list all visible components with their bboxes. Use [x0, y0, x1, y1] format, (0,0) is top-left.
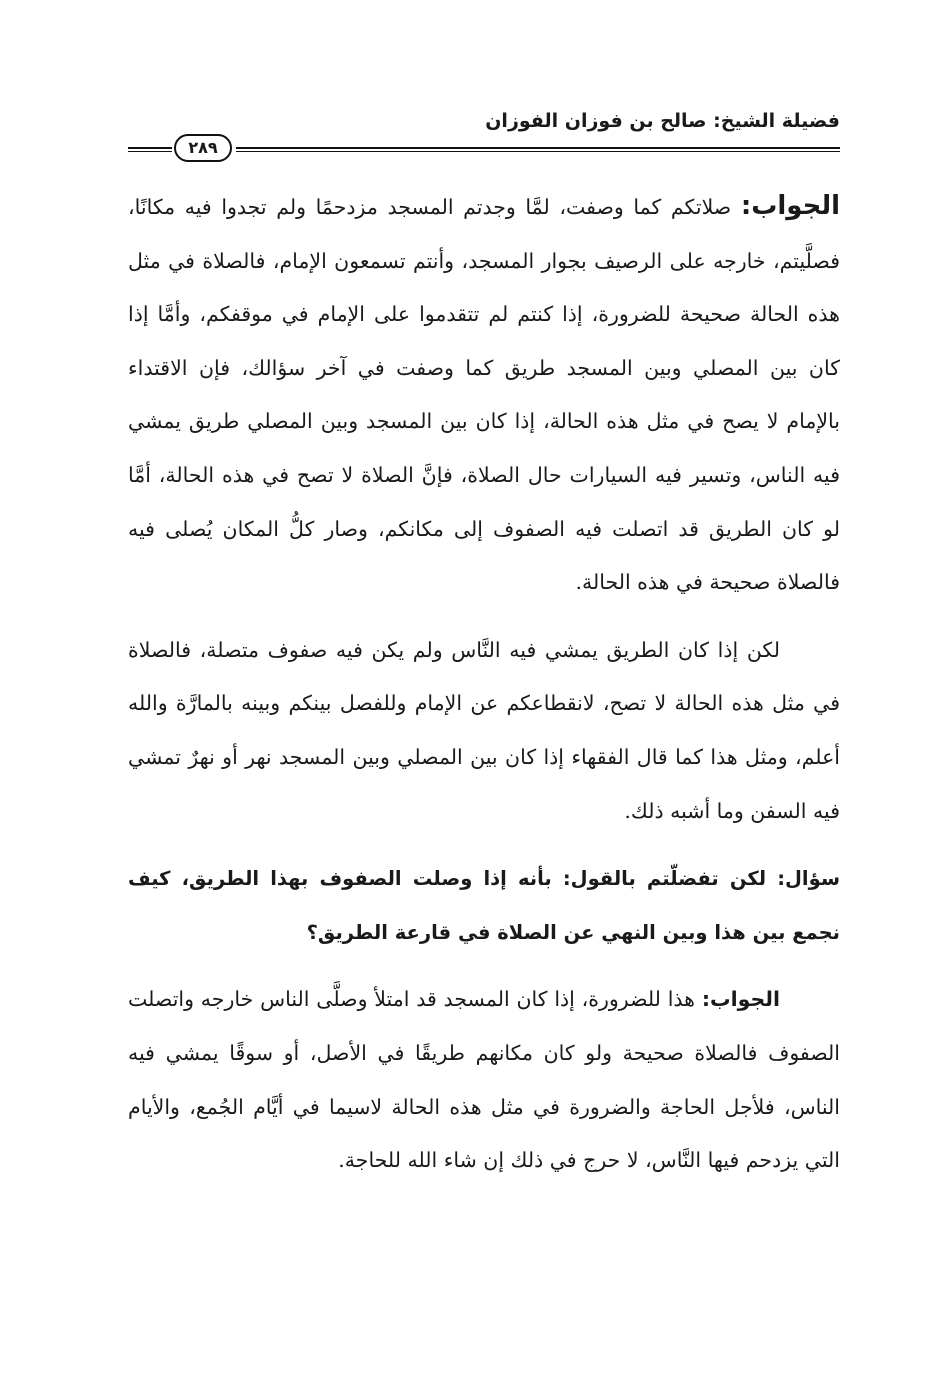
running-head: فضيلة الشيخ: صالح بن فوزان الفوزان [485, 110, 840, 132]
header-rule-short [128, 147, 172, 152]
answer-paragraph-1 [128, 180, 840, 610]
answer-text-2: هذا للضرورة، إذا كان المسجد قد امتلأ وصلَّى الناس خارجه واتصلت الصفوف فالصلاة صحيحة ولو كان مكانهم طريقًا في الأصل، أو سوقًا يمشي فيه الناس، فلأجل الحاجة والضرورة في مثل هذه الحالة لاسيما في أيَّام الجُمع، والأيام التي يزدحم فيها النَّاس، لا حرج في ذلك إن شاء الله للحاجة. [128, 987, 840, 1173]
question-text: لكن تفضلّتم بالقول: بأنه إذا وصلت الصفوف بهذا الطريق، كيف نجمع بين هذا وبين النهي عن الصلاة في قارعة الطريق؟ [128, 867, 840, 944]
answer-label-2: الجواب: [701, 987, 780, 1012]
page-header [128, 106, 840, 166]
paragraph-2: لكن إذا كان الطريق يمشي فيه النَّاس ولم يكن فيه صفوف متصلة، فالصلاة في مثل هذه الحالة لا تصح، لانقطاعكم عن الإمام وللفصل بينكم وبينه بالمارَّة والله أعلم، ومثل هذا كما قال الفقهاء إذا كان بين المصلي وبين المسجد نهر أو نهرٌ تمشي فيه السفن وما أشبه ذلك. [128, 637, 840, 823]
header-rule [236, 147, 840, 152]
answer-label: الجواب: [740, 191, 840, 221]
page-body [128, 180, 840, 1202]
question-paragraph [128, 852, 840, 959]
answer-paragraph-2 [128, 973, 840, 1187]
page-number: ٢٨٩ [174, 134, 232, 162]
question-label: سؤال: [777, 867, 840, 891]
answer-text: صلاتكم كما وصفت، لمَّا وجدتم المسجد مزدحمًا ولم تجدوا فيه مكانًا، فصلَّيتم، خارجه على الرصيف بجوار المسجد، وأنتم تسمعون الإمام، فالصلاة في مثل هذه الحالة صحيحة للضرورة، إذا كنتم لم تتقدموا على الإمام في موقفكم، وأمَّا إذا كان بين المصلي وبين المسجد طريق كما وصفت في آخر سؤالك، فإن الاقتداء بالإمام لا يصح في مثل هذه الحالة، إذا كان بين المسجد وبين المصلي طريق يمشي فيه الناس، وتسير فيه السيارات حال الصلاة، فإنَّ الصلاة لا تصح في هذه الحالة، أمَّا لو كان الطريق قد اتصلت فيه الصفوف إلى مكانكم، وصار كلُّ المكان يُصلى فيه فالصلاة صحيحة في هذه الحالة. [128, 195, 840, 595]
